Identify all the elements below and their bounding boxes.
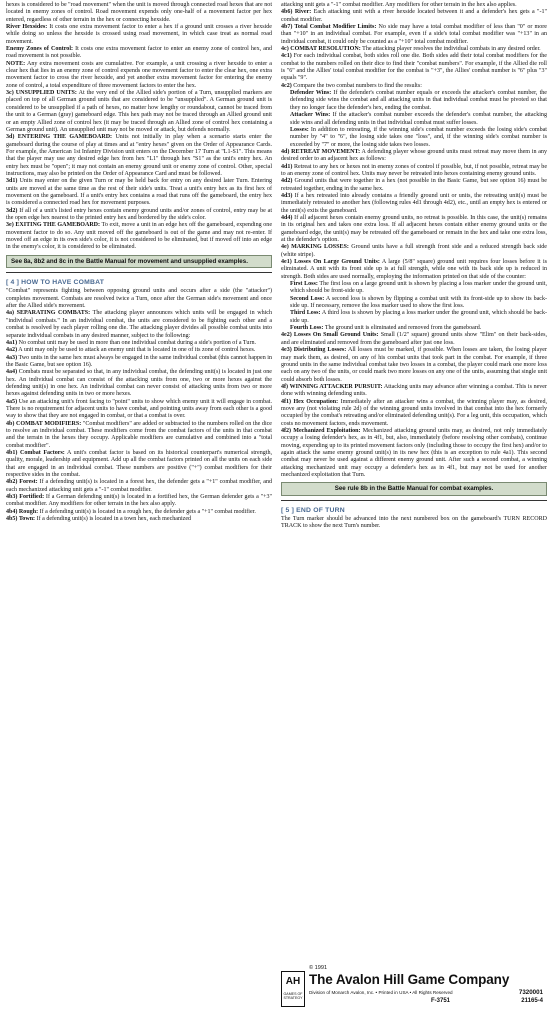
paragraph bbox=[281, 244, 547, 259]
rule-heading: 3e) EXITING THE GAMEBOARD: bbox=[6, 222, 101, 229]
paragraph bbox=[281, 399, 547, 428]
rule-heading: 4d2) bbox=[281, 178, 293, 185]
rule-heading: 4d) RETREAT MOVEMENT: bbox=[281, 148, 361, 155]
paragraph bbox=[6, 46, 272, 61]
paragraph bbox=[281, 384, 547, 399]
rule-text: A second loss is shown by flipping a combat unit with its front-side up to show its back-side up. If necessary, remove the loss marker used to show the first loss. bbox=[290, 295, 547, 310]
rule-heading: 4b) COMBAT MODIFIERS: bbox=[6, 420, 82, 427]
paragraph bbox=[6, 355, 272, 370]
section-divider bbox=[281, 500, 547, 501]
rule-heading: 4a3) bbox=[6, 354, 18, 361]
section-divider bbox=[6, 272, 272, 273]
rule-text: The first loss on a large ground unit is shown by placing a loss marker under the ground unit, which should be front-side up. bbox=[290, 281, 547, 295]
rule-text: No combat unit may be used in more than one individual combat during a side's portion of a Turn. bbox=[17, 339, 256, 346]
paragraph bbox=[6, 399, 272, 421]
result-paragraph bbox=[281, 112, 547, 127]
rule-text: A large (5/8" square) ground unit requires four losses before it is eliminated. A unit with its front side up is at full strength, while one with its back side up is reduced in strength. Both sides are used normally, employing the information printed on that side of the counter: bbox=[281, 259, 547, 280]
publisher-footer bbox=[281, 965, 547, 1017]
paragraph bbox=[281, 53, 547, 82]
rule-heading: 3d) ENTERING THE GAMEBOARD: bbox=[6, 134, 113, 141]
rule-heading: Losses: bbox=[290, 126, 309, 133]
rule-text: "Combat modifiers" are added or subtracted to the numbers rolled on the dice to resolve an individual combat. These modifiers come from the combat factors of the units in that combat and the terrain in the hexes they occupy. Applicable modifiers are cumulative and combined into a "total combat modifier". bbox=[6, 420, 272, 449]
rule-heading: Defender Wins: bbox=[290, 90, 332, 97]
print-code: 21165-4 bbox=[521, 998, 543, 1004]
paragraph bbox=[6, 516, 272, 523]
left-column bbox=[6, 2, 272, 523]
rule-heading: 4f2) Mechanized Exploitation: bbox=[281, 427, 361, 434]
paragraph: hexes is considered to be "road movement" when the unit is moved through connected road hexes that are not located in enemy zones of control. Road movement expends only one-half of a movement factor per hex entered, regardless of other terrain in the hex or connecting hexside. bbox=[6, 2, 272, 23]
loss-paragraph bbox=[281, 296, 547, 311]
rule-text: The ground unit is eliminated and removed from the gameboard. bbox=[323, 325, 482, 332]
rule-heading: 4c1) bbox=[281, 53, 292, 60]
paragraph bbox=[281, 149, 547, 164]
rule-heading: 4d4) bbox=[281, 214, 293, 221]
rule-text: The attacking player resolves the individual combats in any desired order. bbox=[360, 46, 541, 53]
rule-text: At the very end of the Allied side's portion of a Turn, unsupplied markers are placed on top of all German ground units that are considered to be "unsupplied". A German ground unit is considered to be unsupplied if a path of hexes, no matter how lengthy or roundabout, cannot be traced from the unit to a German (gray) gameboard edge. This hex path may not be traced through an Allied ground unit or an empty Allied zone of control hex (it may be traced through an Allied zone of control hex containing a German ground unit). An unsupplied unit may not be moved or attack, but defends normally. bbox=[6, 90, 272, 133]
paragraph bbox=[6, 134, 272, 178]
rule-text: Two units in the same hex must always be engaged in the same individual combat (this cannot happen in the Basic Game, but see option 16). bbox=[6, 354, 272, 368]
rule-text: Use an attacking unit's front facing to "point" units to show which enemy unit it will engage in combat. There is no requirement for adjacent units to have combat, and pointing units away from each other is a good way to show that they are not engaged in combat, or that a combat is over. bbox=[6, 398, 272, 420]
rule-text: Units may enter on the given Turn or may be held back for entry on any desired later Turn. Entering units are moved at the same time as the rest of their side's units. Treat a unit's entry hex as its first hex of movement on the gameboard. If a unit's entry hex contains a road that runs off the gameboard, the entry hex is considered a connected road hex for movement purposes. bbox=[6, 178, 272, 207]
paragraph bbox=[281, 428, 547, 479]
paragraph bbox=[6, 369, 272, 398]
loss-paragraph bbox=[281, 310, 547, 325]
rule-heading: 4e2) Losses On Small Ground Units: bbox=[281, 332, 379, 339]
avalon-hill-logo bbox=[281, 971, 305, 1007]
example-callout-box: See rule 8b in the Battle Manual for combat examples. bbox=[281, 482, 547, 495]
section-heading-end-of-turn: [ 5 ] END OF TURN bbox=[281, 506, 345, 514]
paragraph bbox=[6, 479, 272, 494]
paragraph bbox=[6, 222, 272, 251]
right-column bbox=[281, 2, 547, 531]
rule-heading: 4b4) Rough: bbox=[6, 508, 39, 515]
rule-text: Ground units that were together in a hex (not possible in the Basic Game, but see option 16) must be retreated together, ending in the same hex. bbox=[281, 178, 547, 192]
paragraph bbox=[6, 509, 272, 516]
rule-text: Each attacking unit with a river hexside located between it and a defender's hex gets a "-1" combat modifier. bbox=[281, 9, 548, 23]
rule-text: A unit may only be used to attack an enemy unit that is located in one of its zone of control hexes. bbox=[17, 347, 256, 354]
rule-text: It costs one extra movement factor to enter an enemy zone of control hex, and road movement is not possible. bbox=[6, 46, 272, 60]
paragraph bbox=[6, 421, 272, 450]
copyright-notice: © 1991 bbox=[309, 965, 328, 971]
rule-text: Any extra movement costs are cumulative. For example, a unit crossing a river hexside to enter a clear hex that lies in an enemy zone of control expends one movement factor to enter the clear hex, one extra movement factor to cross the river hexside, and yet another extra movement factor for entering the enemy zone of control, a total expenditure of three movement factors to enter the hex. bbox=[6, 60, 272, 89]
rule-text: If the defender's combat number equals or exceeds the attacker's combat number, the defending side wins the combat and all attacking units in that individual combat must be pivoted so that they no longer face the defender's hex, ending the combat. bbox=[290, 90, 547, 111]
rule-text: Immediately after an attacker wins a combat, the winning player may, as desired, move any (not violating rule 2d) of the winning ground units involved in that combat into the hex formerly occupied by the combat's retreating and/or eliminated defending unit(s). For a leg unit, this occupation, which costs no movement factors, ends movement. bbox=[281, 398, 547, 427]
paragraph bbox=[281, 24, 547, 46]
rule-heading: Fourth Loss: bbox=[290, 325, 324, 332]
company-fineprint: Division of Monarch Avalon, Inc. • Printed in USA • All Rights Reserved bbox=[309, 990, 453, 995]
result-paragraph bbox=[281, 127, 547, 149]
rule-text: A unit's combat factor is based on its historical counterpart's numerical strength, quality, morale, leadership and equipment. Add up all the combat factors printed on all the units on each side that are engaged in an individual combat. These numbers are positive ("+") combat modifiers for their respective sides in the combat. bbox=[6, 450, 272, 479]
paragraph bbox=[281, 178, 547, 193]
result-paragraph bbox=[281, 90, 547, 112]
paragraph bbox=[281, 332, 547, 347]
rule-text: It costs one extra movement factor to enter a hex if a ground unit crosses a river hexside while doing so unless the hexside is crossed using road movement, in which case treat as normal road movement. bbox=[6, 24, 272, 45]
paragraph bbox=[6, 310, 272, 339]
rule-heading: 4a) SEPARATING COMBATS: bbox=[6, 310, 91, 317]
rule-text: Mechanized attacking ground units may, as desired, not only immediately occupy a losing defender's hex, as in 4f1, but, also, immediately (before resolving other combats), continue moving, expending up to its printed movement factors only (including those to occupy the first hex) and/or to again attack the same enemy ground unit(s) in its new hex (this is an exception to rule 4a1). This second combat may never be used against a different enemy ground unit. After such a second combat, a winning attacking mechanized unit may occupy a defender's hex as in 4f1, but may not be used for another mechanized exploitation that Turn. bbox=[281, 427, 547, 478]
rule-heading: 4e3) Distributing Losses: bbox=[281, 347, 347, 354]
rule-text: A defending player whose ground units must retreat may move them in any desired order to an adjacent hex as follows: bbox=[281, 148, 547, 163]
rule-text: If a defending unit(s) is located in a forest hex, the defender gets a "+1" combat modifier, and each mechanized attacking unit gets a "-1" combat modifier. bbox=[6, 479, 273, 493]
rule-heading: 4c) COMBAT RESOLUTION: bbox=[281, 46, 361, 53]
paragraph: attacking unit gets a "-1" combat modifier. Any modifiers for other terrain in the hex also applies. bbox=[281, 2, 517, 8]
rule-text: All losses must be marked, if possible. When losses are taken, the losing player may mark them, as desired, on any of his combat units that took part in the combat. For example, if three ground units in the same individual combat take two losses in a combat, the player could mark one more loss each on any two of the units, or could mark two more losses on any one of the units, assuming that single unit could absorb both losses. bbox=[281, 347, 547, 383]
company-name: The Avalon Hill Game Company bbox=[309, 972, 510, 987]
rule-text: Small (1/2" square) ground units show "Elim" on their back-sides, and are eliminated and removed from the gameboard after just one loss. bbox=[281, 332, 548, 346]
paragraph: The Turn marker should be advanced into the next numbered box on the gameboard's TURN RECORD TRACK to show the next Turn's number. bbox=[281, 516, 547, 530]
rule-heading: First Loss: bbox=[290, 281, 318, 288]
rule-text: Units not initially in play when a scenario starts enter the gameboard during the course of play at times and at "entry hexes" given on the Order of Appearance Cards. For example, the American 1st Infantry Division unit enters on the December 17 Turn at "L1-S1". This means that the player may use any desired edge hex from hex "L1" through hex "S1" as the unit's entry hex. An entry hex must be "open"; it may not contain an enemy ground unit or enemy zone of control. Other, special instructions, may also be printed on the Order of Appearance Card and must be followed. bbox=[6, 134, 272, 177]
rule-heading: 4a4) bbox=[6, 369, 18, 376]
rule-text: If a German defending unit(s) is located in a fortified hex, the German defender gets a "+3" combat modifier. Any modifiers for other terrain in the hex also apply. bbox=[6, 494, 272, 508]
rule-heading: 4c2) bbox=[281, 82, 292, 89]
rule-heading: 4a1) bbox=[6, 339, 18, 346]
product-code: 7320001 bbox=[518, 989, 543, 996]
paragraph bbox=[6, 494, 272, 509]
rule-text: If all of a unit's listed entry hexes contain enemy ground units and/or zones of control, entry may be at the open edge hex nearest to the printed entry hex and bordered by the side's color. bbox=[6, 207, 272, 221]
rule-heading: 4f) WINNING ATTACKER PURSUIT: bbox=[281, 383, 383, 390]
rule-heading: Third Loss: bbox=[290, 310, 321, 317]
rule-heading: 4b1) Combat Factors: bbox=[6, 450, 65, 456]
rule-heading: 4b6) River: bbox=[281, 9, 312, 16]
rule-text: Compare the two combat numbers to find the results: bbox=[291, 82, 422, 89]
rule-heading: 4b2) Forest: bbox=[6, 479, 38, 486]
rule-heading: Enemy Zones of Control: bbox=[6, 46, 74, 53]
rule-text: If a defending unit(s) is located in a rough hex, the defender gets a "+1" combat modifier. bbox=[38, 508, 256, 515]
paragraph bbox=[6, 450, 272, 479]
rule-heading: 4d1) bbox=[281, 163, 293, 170]
loss-paragraph bbox=[281, 281, 547, 296]
rule-heading: 4e) MARKING LOSSES: bbox=[281, 244, 349, 251]
rule-text: If a defending unit(s) is located in a town hex, each mechanized bbox=[35, 516, 192, 523]
rule-text: In addition to retreating, if the winning side's combat number exceeds the losing side's combat number by "4" to "6", the losing side takes one "loss", and, if the winning side's combat number is exceeded by "7" or more, the losing side takes two losses. bbox=[290, 126, 547, 148]
paragraph bbox=[6, 208, 272, 223]
rule-heading: NOTE: bbox=[6, 60, 26, 67]
rule-heading: 3c) UNSUPPLIED UNITS: bbox=[6, 90, 77, 97]
rule-heading: 4d3) bbox=[281, 192, 293, 199]
rule-text: A third loss is shown by placing a loss marker under the ground unit, which should be back-side up. bbox=[290, 310, 547, 324]
rule-heading: 3d1) bbox=[6, 178, 18, 185]
paragraph bbox=[281, 215, 547, 244]
rule-heading: 4a5) bbox=[6, 398, 18, 405]
paragraph bbox=[281, 9, 547, 24]
rule-text: Combats must be separated so that, in any individual combat, the defending unit(s) is located in just one hex. An individual combat can consist of the attacking units from one, two or more hexes against the defending unit(s) in one hex. An individual combat can never consist of attacking units from two or more hexes against defending units in two or more hexes. bbox=[6, 369, 272, 398]
rule-text: If a hex retreated into already contains a friendly ground unit or units, the retreating unit(s) must be immediately retreated to another hex (following rules 4d1 through 4d2), etc., until an empty hex is entered or the unit(s) exits the gameboard. bbox=[281, 192, 547, 214]
rule-heading: 4b3) Fortified: bbox=[6, 494, 45, 501]
rule-heading: 4b7) Total Combat Modifier Limits: bbox=[281, 24, 377, 31]
paragraph: "Combat" represents fighting between opposing ground units and occurs after a side (the "attacker") completes movement. Combats are resolved twice a Turn, once after the German side's movement and once after the Allied side's movement. bbox=[6, 288, 272, 310]
rule-heading: 4f1) Hex Occupation: bbox=[281, 398, 339, 405]
example-callout-box: See 8a, 8b2 and 8c in the Battle Manual for movement and unsupplied examples. bbox=[6, 255, 272, 268]
rule-heading: 4e1) Losses On Large Ground Units: bbox=[281, 259, 380, 266]
rule-heading: Attacker Wins: bbox=[290, 112, 331, 119]
rule-text: If all adjacent hexes contain enemy ground units, no retreat is possible. In this case, the unit(s) remains in its original hex and takes one extra loss. If all adjacent hexes contain either enemy ground units or the gameboard edge, the unit(s) may be retreated off the gameboard or remain in the hex and take one extra loss, at the defender's option. bbox=[281, 214, 547, 243]
rule-text: Attacking units may advance after winning a combat. This is never done with winning defending units. bbox=[281, 383, 547, 398]
form-code: F-3751 bbox=[431, 998, 451, 1004]
rule-heading: 3d2) bbox=[6, 207, 18, 214]
rule-text: Retreat to any hex or hexes not in enemy zones of control if possible, but, if not possible, retreat may be to an enemy zone of control hex. Units may never be retreated into hexes containing enemy ground units. bbox=[281, 163, 547, 177]
rule-text: If the attacker's combat number exceeds the defender's combat number, the attacking side wins and all defending units in that individual combat must suffer losses. bbox=[290, 112, 547, 126]
rule-text: For each individual combat, both sides roll one die. Both sides add their total combat modifiers for the combat to the numbers rolled on their dice to find their "combat numbers". For example, if the Allied die roll is "6" and the Allies' total combat modifier for the combat is "+3", the Allies' combat number is "6" plus "3" equals "9". bbox=[281, 53, 547, 82]
rule-text: To exit, move a unit in an edge hex off the gameboard, expending one movement factor to do so. Any unit moved off the gameboard is out of the game and may not re-enter. If moved off an edge in its own side's color, it is not considered to be eliminated, but if moved off into an edge in the enemy's color, it is considered to be eliminated. bbox=[6, 222, 272, 251]
rule-heading: Second Loss: bbox=[290, 295, 325, 302]
logo-mark: AH bbox=[285, 976, 301, 987]
paragraph bbox=[6, 347, 272, 354]
note-paragraph bbox=[6, 61, 272, 90]
paragraph bbox=[6, 24, 272, 46]
rule-text: Ground units have a full strength front side and a reduced strength back side (white stripe). bbox=[281, 244, 547, 258]
section-heading-combat: [ 4 ] HOW TO HAVE COMBAT bbox=[6, 279, 105, 287]
paragraph bbox=[6, 90, 272, 134]
paragraph bbox=[281, 164, 547, 179]
paragraph bbox=[281, 259, 547, 281]
logo-tagline: GAMES OF STRATEGY bbox=[283, 992, 303, 1000]
paragraph bbox=[6, 178, 272, 207]
paragraph bbox=[281, 193, 547, 215]
rule-heading: River Hexsides: bbox=[6, 24, 48, 31]
rule-heading: 4a2) bbox=[6, 347, 18, 354]
rule-text: No side may have a total combat modifier of less than "0" or more than "+10" in an individual combat. For example, even if a side's total combat modifier was "+13" in an individual combat, it could only be counted as a "+10" total combat modifier. bbox=[281, 24, 547, 45]
rule-text: The attacking player announces which units will be engaged in which "individual combats." In an individual combat, the units are considered to be fighting each other and a combat is resolved by each player rolling one die. The attacking player divides all possible combat units into separate individual combats in any desired manner, subject to the following: bbox=[6, 310, 272, 339]
rule-heading: 4b5) Town: bbox=[6, 516, 36, 523]
paragraph bbox=[281, 347, 547, 384]
